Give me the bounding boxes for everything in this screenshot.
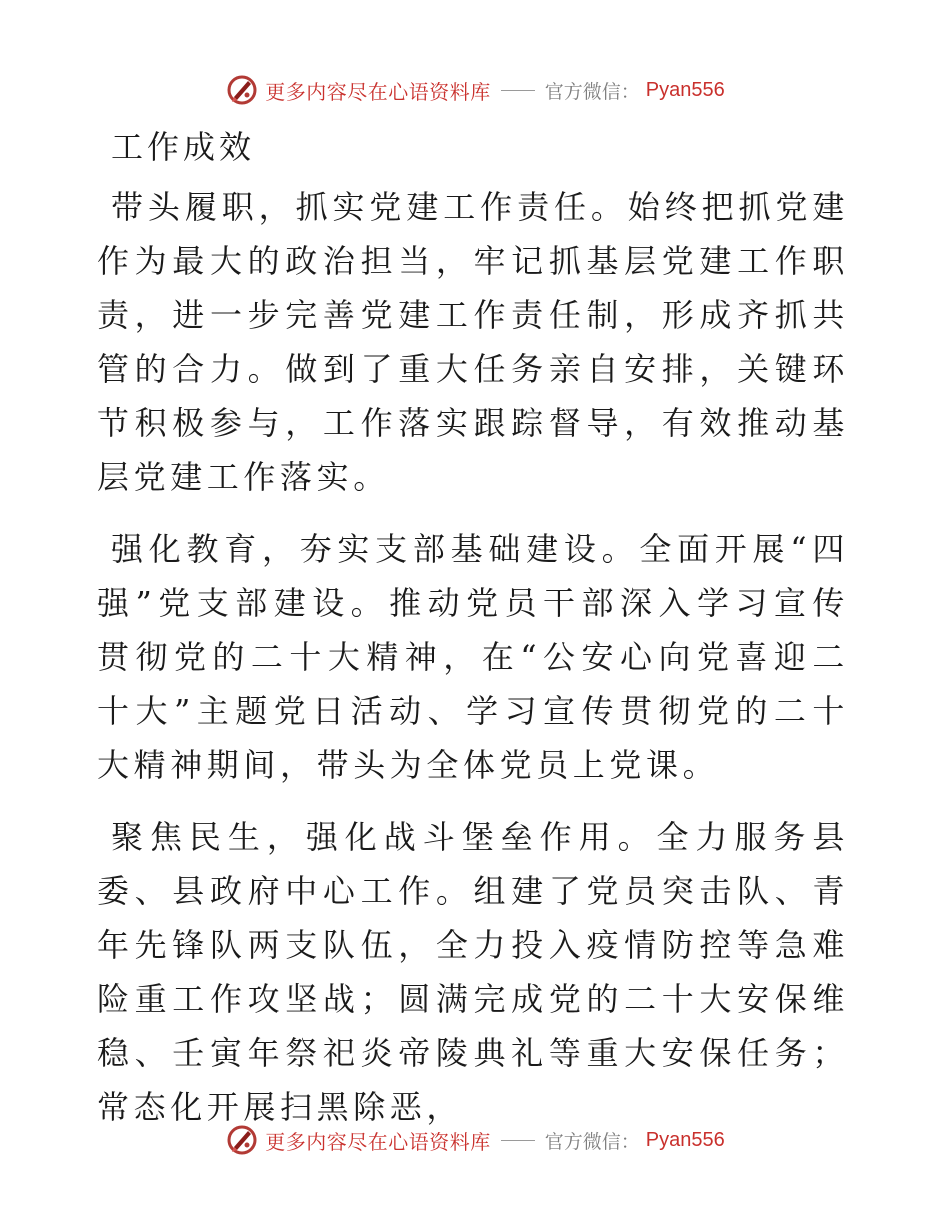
watermark-id: Pyan556 — [645, 1128, 725, 1151]
paragraph-2: 强化教育，夯实支部基础建设。全面开展“四强”党支部建设。推动党员干部深入学习宣传贯彻党的二十大精神，在“公安心向党喜迎二十大”主题党日活动、学习宣传贯彻党的二十大精神期间，带头为全体党员上党课。 — [97, 530, 849, 784]
watermark-dash — [501, 90, 535, 91]
logo-icon — [225, 1123, 259, 1157]
header-watermark — [0, 70, 950, 110]
watermark-text: 更多内容尽在心语资料库 — [265, 1129, 491, 1154]
section-heading: 工作成效 — [111, 128, 256, 166]
logo-icon — [225, 73, 259, 107]
watermark-label: 官方微信： — [544, 80, 640, 103]
watermark-dash — [501, 1140, 535, 1141]
watermark-text: 更多内容尽在心语资料库 — [265, 79, 491, 104]
watermark-id: Pyan556 — [645, 78, 725, 101]
paragraph-3: 聚焦民生，强化战斗堡垒作用。全力服务县委、县政府中心工作。组建了党员突击队、青年先锋队两支队伍，全力投入疫情防控等急难险重工作攻坚战；圆满完成党的二十大安保维稳、壬寅年祭祀炎帝陵典礼等重大安保任务；常态化开展扫黑除恶， — [97, 818, 849, 1126]
watermark-label: 官方微信： — [544, 1130, 640, 1153]
document-body — [97, 124, 849, 1152]
footer-watermark — [0, 1120, 950, 1160]
paragraph-1: 带头履职，抓实党建工作责任。始终把抓党建作为最大的政治担当，牢记抓基层党建工作职责，进一步完善党建工作责任制，形成齐抓共管的合力。做到了重大任务亲自安排，关键环节积极参与，工作落实跟踪督导，有效推动基层党建工作落实。 — [97, 188, 849, 496]
